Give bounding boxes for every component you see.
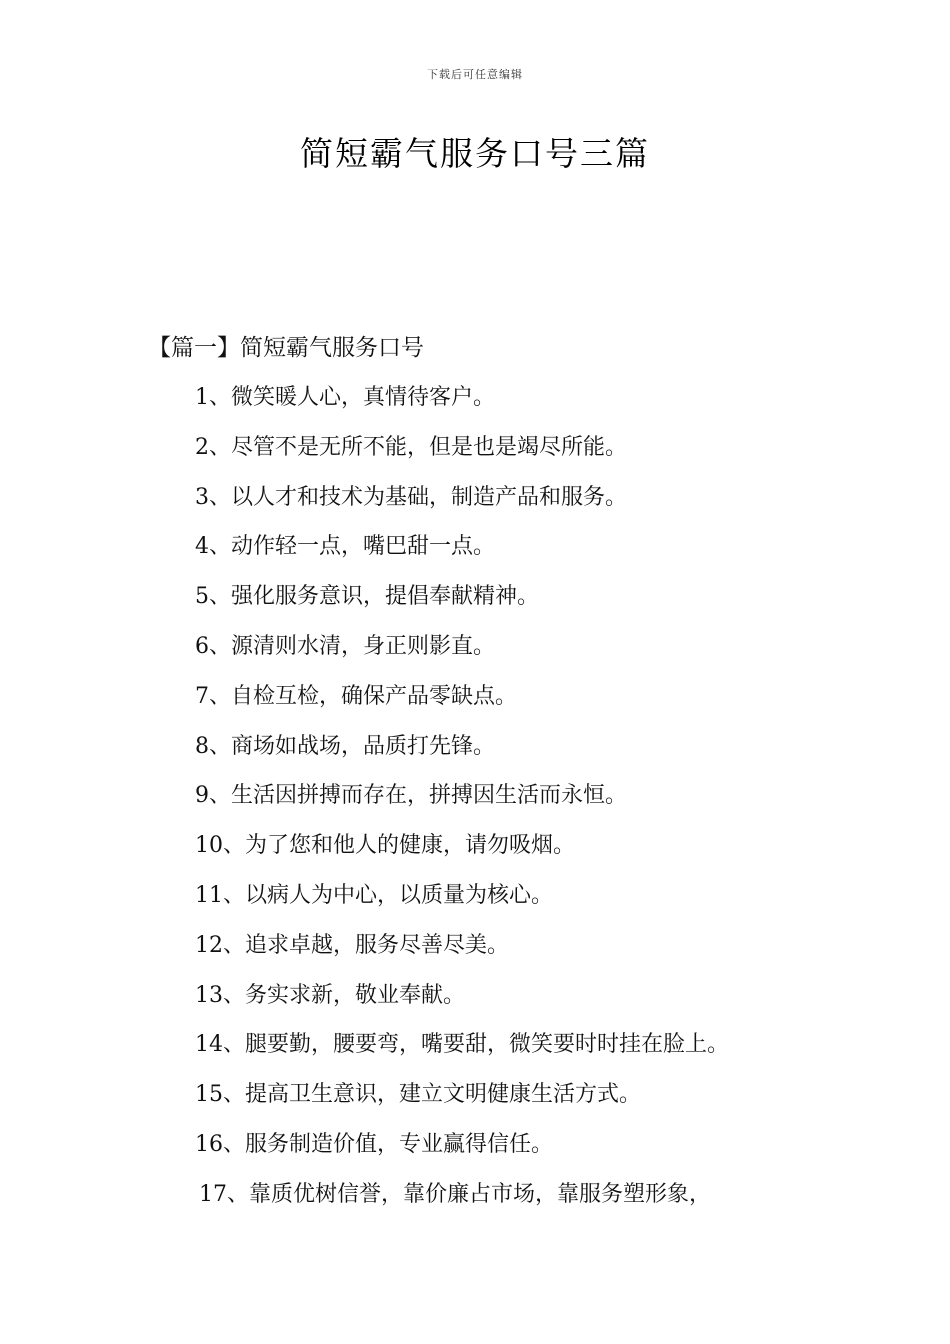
slogan-item: 15、提高卫生意识，建立文明健康生活方式。: [195, 1082, 641, 1108]
header-note: 下载后可任意编辑: [427, 68, 523, 81]
slogan-list: [195, 381, 729, 1228]
slogan-item: 14、腿要勤，腰要弯，嘴要甜，微笑要时时挂在脸上。: [195, 1032, 729, 1058]
document-title: 简短霸气服务口号三篇: [300, 134, 650, 173]
section-heading: 【篇一】简短霸气服务口号: [148, 335, 424, 361]
slogan-item: 12、追求卓越，服务尽善尽美。: [195, 932, 509, 958]
slogan-item: 2、尽管不是无所不能，但是也是竭尽所能。: [195, 434, 627, 460]
slogan-item: 6、源清则水清，身正则影直。: [195, 633, 495, 659]
slogan-item: 9、生活因拼搏而存在，拼搏因生活而永恒。: [195, 783, 627, 809]
slogan-item: 13、务实求新，敬业奉献。: [195, 982, 465, 1008]
slogan-item: 3、以人才和技术为基础，制造产品和服务。: [195, 484, 627, 510]
slogan-item: 5、强化服务意识，提倡奉献精神。: [195, 584, 539, 610]
slogan-item: 10、为了您和他人的健康，请勿吸烟。: [195, 833, 575, 859]
slogan-item: 16、服务制造价值，专业赢得信任。: [195, 1131, 553, 1157]
slogan-item: 7、自检互检，确保产品零缺点。: [195, 683, 517, 709]
slogan-item: 17、靠质优树信誉，靠价廉占市场，靠服务塑形象，: [199, 1181, 711, 1207]
slogan-item: 4、动作轻一点，嘴巴甜一点。: [195, 534, 495, 560]
slogan-item: 8、商场如战场，品质打先锋。: [195, 733, 495, 759]
slogan-item: 11、以病人为中心，以质量为核心。: [195, 882, 553, 908]
slogan-item: 1、微笑暖人心，真情待客户。: [195, 385, 495, 410]
